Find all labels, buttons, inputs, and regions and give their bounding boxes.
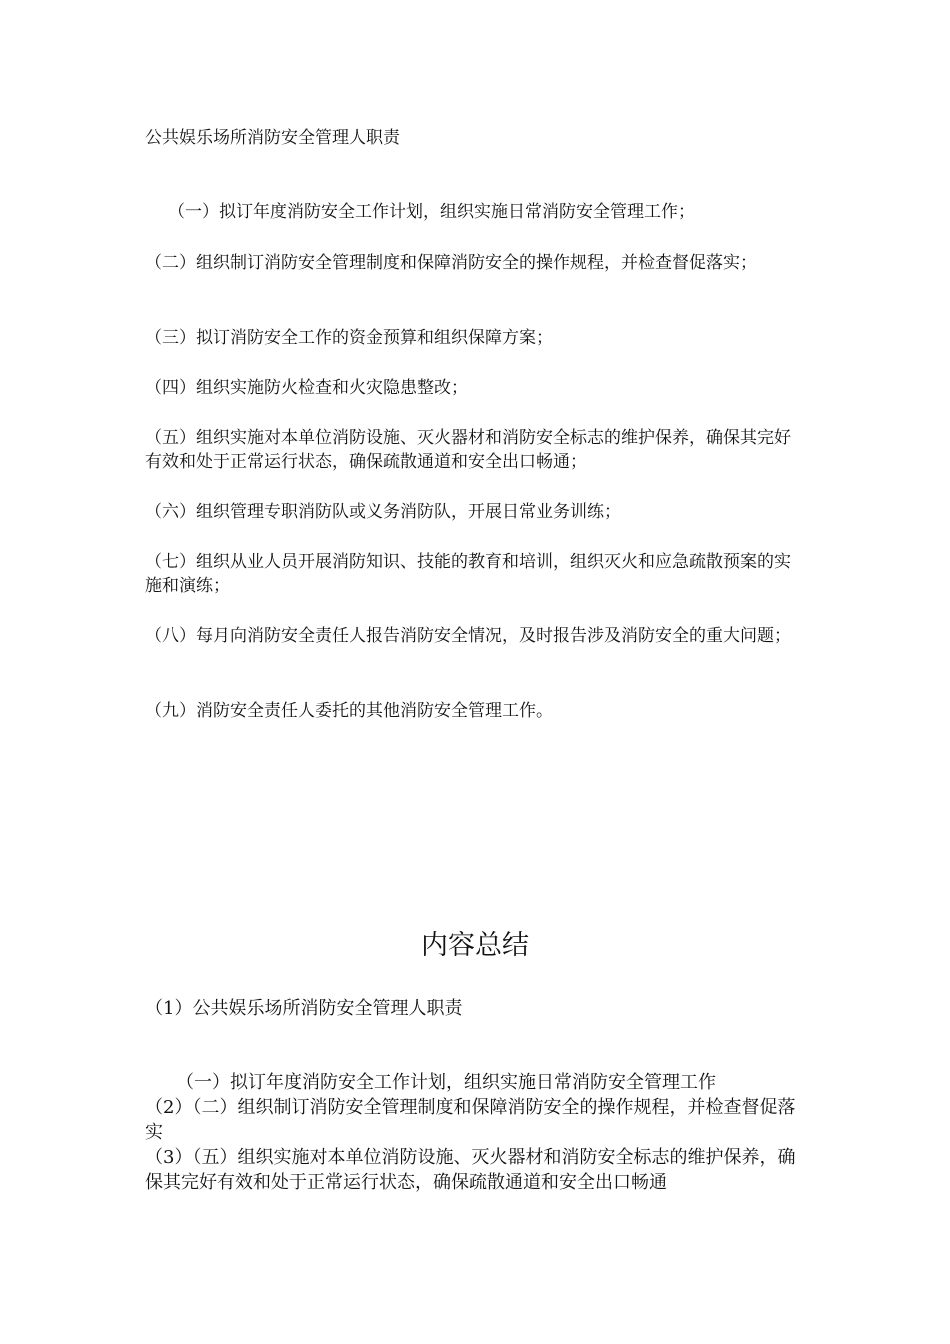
- duty-item-7: （七）组织从业人员开展消防知识、技能的教育和培训，组织灭火和应急疏散预案的实施和演练；: [145, 552, 791, 596]
- summary-item-2: （2）（二）组织制订消防安全管理制度和保障消防安全的操作规程，并检查督促落实: [145, 1097, 796, 1143]
- duty-item-1: （一）拟订年度消防安全工作计划，组织实施日常消防安全管理工作；: [168, 202, 695, 222]
- summary-item-3: （3）（五）组织实施对本单位消防设施、灭火器材和消防安全标志的维护保养，确保其完好有效和处于正常运行状态，确保疏散通道和安全出口畅通: [145, 1147, 796, 1193]
- document-title: 公共娱乐场所消防安全管理人职责: [145, 128, 400, 148]
- summary-item-1: （1）公共娱乐场所消防安全管理人职责: [145, 998, 463, 1019]
- summary-heading: 内容总结: [421, 930, 529, 961]
- summary-item-intro: （一）拟订年度消防安全工作计划，组织实施日常消防安全管理工作: [176, 1072, 716, 1093]
- duty-item-5: （五）组织实施对本单位消防设施、灭火器材和消防安全标志的维护保养，确保其完好有效和处于正常运行状态，确保疏散通道和安全出口畅通；: [145, 428, 791, 472]
- duty-item-9: （九）消防安全责任人委托的其他消防安全管理工作。: [145, 701, 553, 721]
- duty-item-4: （四）组织实施防火检查和火灾隐患整改；: [145, 378, 468, 398]
- duty-item-8: （八）每月向消防安全责任人报告消防安全情况，及时报告涉及消防安全的重大问题；: [145, 626, 791, 646]
- duty-item-2: （二）组织制订消防安全管理制度和保障消防安全的操作规程，并检查督促落实；: [145, 253, 757, 273]
- duty-item-3: （三）拟订消防安全工作的资金预算和组织保障方案；: [145, 328, 553, 348]
- duty-item-6: （六）组织管理专职消防队或义务消防队，开展日常业务训练；: [145, 502, 621, 522]
